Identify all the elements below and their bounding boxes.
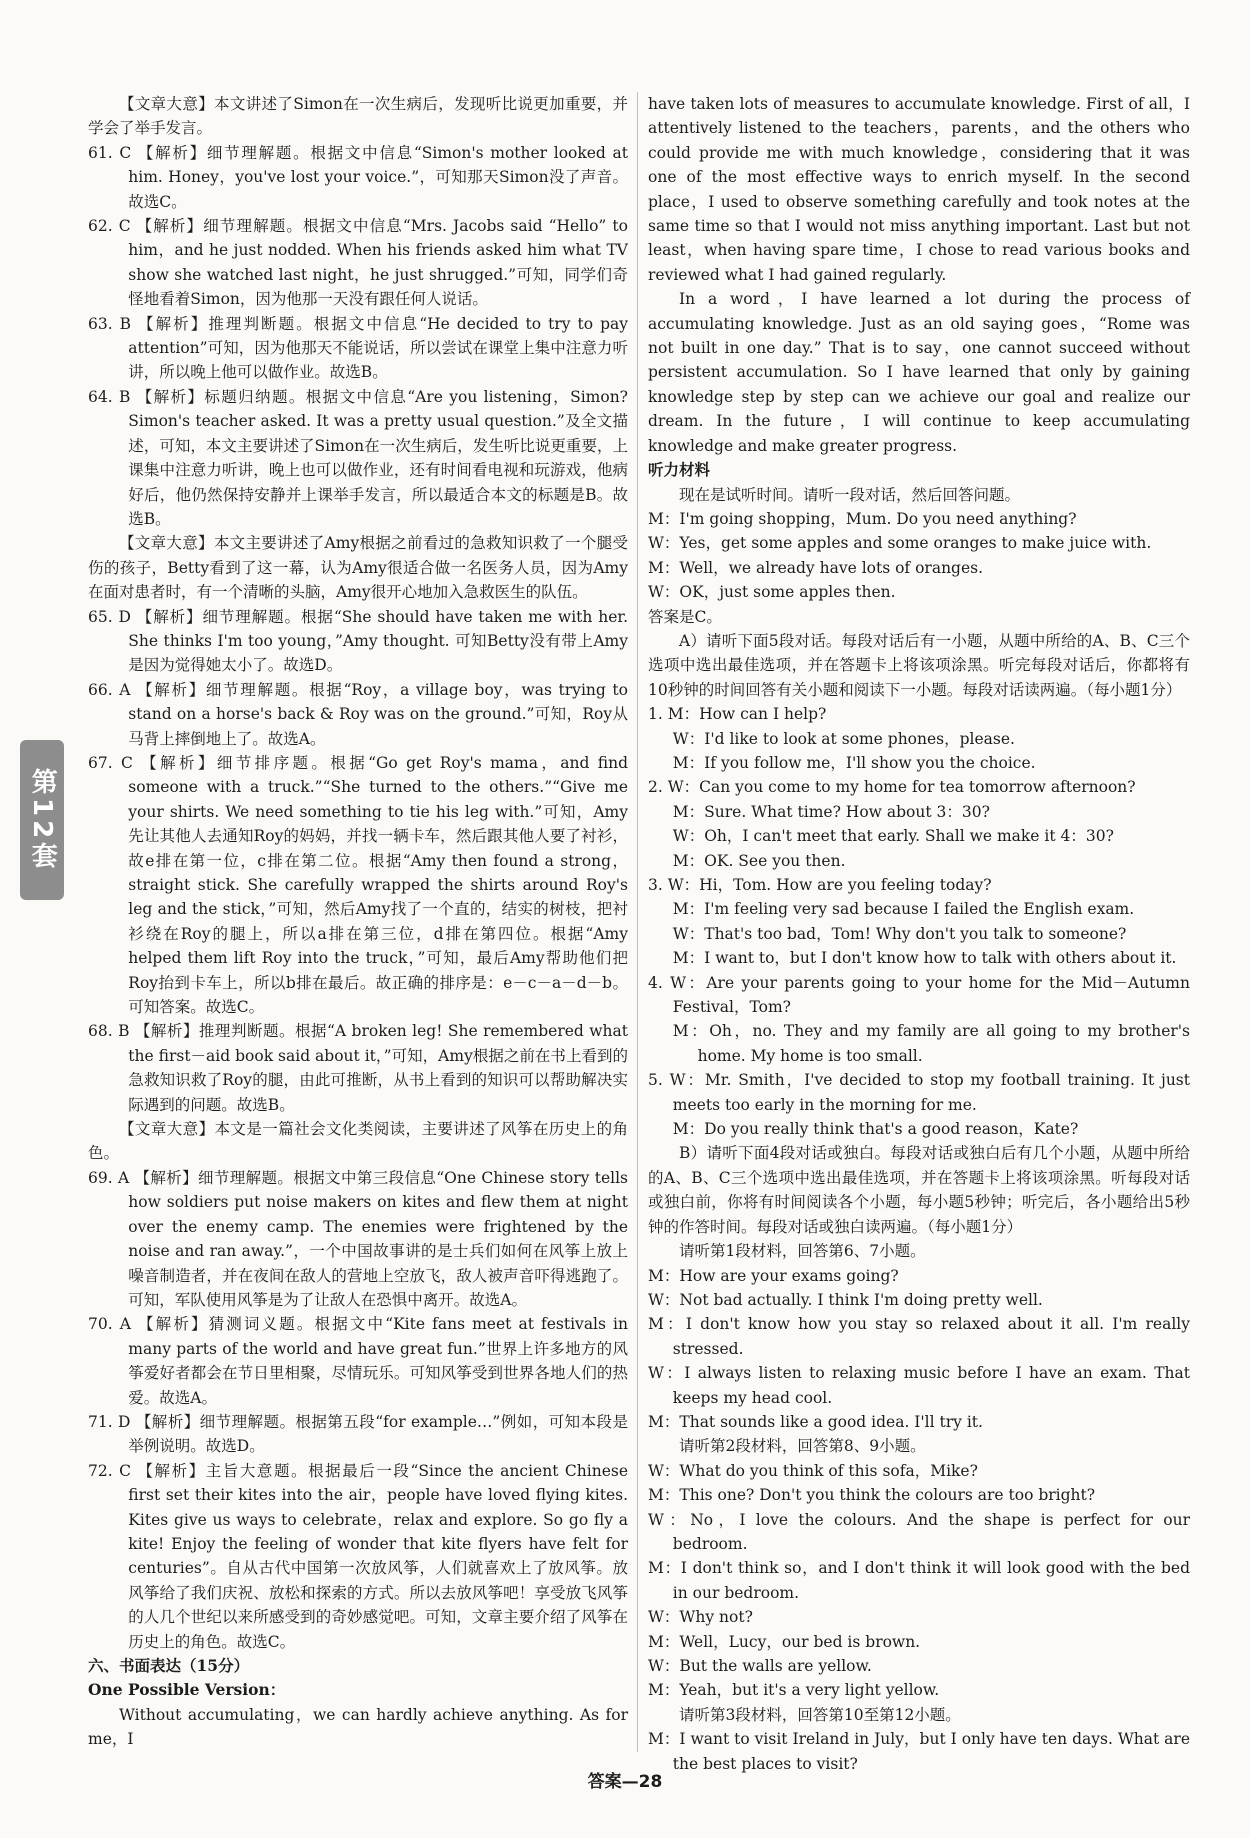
left-paragraph: 66. A 【解析】细节理解题。根据“Roy，a village boy，was trying to stand on a horse's back & Roy was on the ground.”可知，Roy从马背上摔倒地上了。故选A。 (88, 680, 628, 748)
right-paragraph: have taken lots of measures to accumulate knowledge. First of all，I attentively listened to the teachers，parents，and the others who could provide me with much knowledge，considering that it was one of the most effective ways to enrich myself. In the second place，I used to observe something carefully and took notes at the same time so that I would not miss anything important. Last but not least，when having spare time，I chose to read various books and reviewed what I had gained regularly. (648, 95, 1190, 284)
right-paragraph: 4. W：Are your parents going to your home for the Mid－Autumn Festival，Tom? (648, 973, 1190, 1017)
right-paragraph: M：I'm feeling very sad because I failed the English exam. (672, 900, 1135, 919)
left-paragraph: 72. C 【解析】主旨大意题。根据最后一段“Since the ancient Chinese first set their kites into the air，people have loved flying kites. Kites give us ways to celebrate，relax and explore. So go fly a kite! Enjoy the feeling of wonder that kite flyers have felt for centuries”。自从古代中国第一次放风筝，人们就喜欢上了放风筝。放风筝给了我们庆祝、放松和探索的方式。所以去放风筝吧！享受放飞风筝的人几个世纪以来所感受到的奇妙感觉吧。可知，文章主要介绍了风筝在历史上的角色。故选C。 (88, 1461, 628, 1651)
right-paragraph: M：I'm going shopping，Mum. Do you need anything? (648, 509, 1077, 528)
left-paragraph: 63. B 【解析】推理判断题。根据文中信息“He decided to try to pay attention”可知，因为他那天不能说话，所以尝试在课堂上集中注意力听讲，所以晚上他可以做作业。故选B。 (88, 314, 628, 382)
left-column (88, 92, 628, 1752)
right-paragraph: M：OK. See you then. (672, 851, 846, 870)
right-paragraph: 请听第2段材料，回答第8、9小题。 (679, 1437, 926, 1456)
set-number-label: 第12套 (27, 767, 58, 873)
right-paragraph: M：Well，Lucy，our bed is brown. (648, 1632, 921, 1651)
right-paragraph: M：How are your exams going? (648, 1266, 899, 1285)
column-divider (637, 92, 638, 1752)
right-paragraph: 请听第3段材料，回答第10至第12小题。 (679, 1705, 961, 1724)
left-paragraph: 【文章大意】本文讲述了Simon在一次生病后，发现听比说更加重要，并学会了举手发言。 (88, 95, 628, 138)
left-paragraph: 【文章大意】本文是一篇社会文化类阅读，主要讲述了风筝在历史上的角色。 (88, 1120, 628, 1163)
right-paragraph: W：What do you think of this sofa，Mike? (648, 1461, 978, 1480)
set-number-tab (20, 740, 64, 900)
right-paragraph: W：Yes，get some apples and some oranges to make juice with. (648, 534, 1152, 553)
right-paragraph: W：But the walls are yellow. (648, 1657, 872, 1675)
right-paragraph: W：Not bad actually. I think I'm doing pretty well. (648, 1290, 1043, 1309)
right-paragraph: 5. W：Mr. Smith，I've decided to stop my football training. It just meets too early in the morning for me. (648, 1071, 1190, 1114)
left-paragraph: 71. D 【解析】细节理解题。根据第五段“for example…”例如，可知本段是举例说明。故选D。 (88, 1412, 628, 1456)
right-column (648, 92, 1190, 1776)
right-paragraph: M：I don't know how you stay so relaxed about it all. I'm really stressed. (648, 1315, 1190, 1358)
right-paragraph: W：I always listen to relaxing music before I have an exam. That keeps my head cool. (648, 1364, 1190, 1407)
right-paragraph: In a word，I have learned a lot during the process of accumulating knowledge. Just as an old saying goes，“Rome was not built in one day.” That is to say，one cannot succeed without persistent accumulation. So I have learned that only by gaining knowledge step by step can we achieve our goal and realize our dream. In the future，I will continue to keep accumulating knowledge and make greater progress. (648, 290, 1190, 455)
right-paragraph: 答案是C。 (648, 607, 722, 626)
right-paragraph: M：I want to，but I don't know how to talk with others about it. (672, 949, 1177, 968)
right-paragraph: W：That's too bad，Tom! Why don't you talk to someone? (672, 924, 1127, 943)
right-paragraph: M：Do you really think that's a good reason，Kate? (672, 1120, 1079, 1139)
left-paragraph: 【文章大意】本文主要讲述了Amy根据之前看过的急救知识救了一个腿受伤的孩子，Betty看到了这一幕，认为Amy很适合做一名医务人员，因为Amy在面对患者时，有一个清晰的头脑，Amy很开心地加入急救医生的队伍。 (88, 534, 628, 602)
right-paragraph: M：If you follow me，I'll show you the choice. (672, 753, 1036, 772)
left-paragraph: 65. D 【解析】细节理解题。根据“She should have taken me with her. She thinks I'm too young，”Amy thought. 可知Betty没有带上Amy是因为觉得她太小了。故选D。 (88, 607, 628, 675)
right-paragraph: 现在是试听时间。请听一段对话，然后回答问题。 (679, 485, 1021, 504)
right-paragraph: 2. W：Can you come to my home for tea tomorrow afternoon? (648, 778, 1136, 797)
right-paragraph: M：Sure. What time? How about 3：30? (672, 802, 990, 821)
right-paragraph: W：OK，just some apples then. (648, 583, 896, 602)
right-paragraph: 听力材料 (648, 460, 711, 480)
right-paragraph: M：This one? Don't you think the colours are too bright? (648, 1486, 1096, 1505)
right-paragraph: M：I want to visit Ireland in July，but I only have ten days. What are the best places to visit? (648, 1730, 1190, 1773)
left-paragraph: 61. C 【解析】细节理解题。根据文中信息“Simon's mother looked at him. Honey，you've lost your voice.”，可知那天Simon没了声音。故选C。 (88, 143, 628, 211)
left-paragraph: Without accumulating，we can hardly achieve anything. As for me，I (88, 1705, 628, 1749)
left-paragraph: 67. C 【解析】细节排序题。根据“Go get Roy's mama，and find someone with a truck.”“She turned to the others.”“Give me your shirts. We need something to tie his leg with.”可知，Amy先让其他人去通知Roy的妈妈，并找一辆卡车，然后跟其他人要了衬衫，故e排在第一位，c排在第二位。根据“Amy then found a strong，straight stick. She carefully wrapped the shirts around Roy's leg and the stick，”可知，然后Amy找了一个直的，结实的树枝，把衬衫绕在Roy的腿上，所以a排在第三位，d排在第四位。根据“Amy helped them lift Roy into the truck，”可知，最后Amy帮助他们把Roy抬到卡车上，所以b排在最后。故正确的排序是：e－c－a－d－b。可知答案。故选C。 (88, 753, 628, 1017)
right-paragraph: 请听第1段材料，回答第6、7小题。 (679, 1242, 926, 1261)
left-paragraph: 70. A 【解析】猜测词义题。根据文中“Kite fans meet at festivals in many parts of the world and have great fun.”世界上许多地方的风筝爱好者都会在节日里相聚，尽情玩乐。可知风筝受到世界各地人们的热爱。故选A。 (88, 1315, 628, 1407)
right-paragraph: W：No，I love the colours. And the shape is perfect for our bedroom. (648, 1510, 1190, 1553)
right-paragraph: M：Well，we already have lots of oranges. (648, 558, 984, 577)
left-paragraph: One Possible Version： (88, 1680, 286, 1700)
right-paragraph: M：Oh，no. They and my family are all going to my brother's home. My home is too small. (672, 1022, 1190, 1065)
right-paragraph: A）请听下面5段对话。每段对话后有一小题，从题中所给的A、B、C三个选项中选出最佳选项，并在答题卡上将该项涂黑。听完每段对话后，你都将有10秒钟的时间回答有关小题和阅读下一小题。每段对话读两遍。（每小题1分） (648, 631, 1190, 699)
left-paragraph: 六、书面表达（15分） (88, 1656, 250, 1675)
right-paragraph: M：That sounds like a good idea. I'll try it. (648, 1412, 983, 1431)
left-paragraph: 62. C 【解析】细节理解题。根据文中信息“Mrs. Jacobs said “Hello” to him，and he just nodded. When his friends asked him what TV show she watched last night，he just shrugged.”可知，同学们奇怪地看着Simon，因为他那一天没有跟任何人说话。 (88, 217, 628, 309)
left-paragraph: 68. B 【解析】推理判断题。根据“A broken leg! She remembered what the first－aid book said about it，”可知，Amy根据之前在书上看到的急救知识救了Roy的腿，由此可推断，从书上看到的知识可以帮助解决实际遇到的问题。故选B。 (88, 1022, 628, 1114)
right-paragraph: W：I'd like to look at some phones，please. (672, 729, 1015, 748)
right-paragraph: 3. W：Hi，Tom. How are you feeling today? (648, 876, 992, 894)
page-footer: 答案—28 (587, 1772, 663, 1792)
right-paragraph: 1. M：How can I help? (648, 705, 827, 724)
right-paragraph: W：Oh，I can't meet that early. Shall we make it 4：30? (672, 827, 1114, 846)
right-paragraph: W：Why not? (648, 1608, 753, 1627)
right-paragraph: M：Yeah，but it's a very light yellow. (648, 1681, 940, 1700)
right-paragraph: M：I don't think so，and I don't think it will look good with the bed in our bedroom. (648, 1559, 1190, 1602)
left-paragraph: 64. B 【解析】标题归纳题。根据文中信息“Are you listening，Simon? Simon's teacher asked. It was a pretty usual question.”及全文描述，可知，本文主要讲述了Simon在一次生病后，发生听比说更重要，上课集中注意力听讲，晚上也可以做作业，还有时间看电视和玩游戏，他病好后，他仍然保持安静并上课举手发言，所以最适合本文的标题是B。故选B。 (88, 387, 628, 528)
left-paragraph: 69. A 【解析】细节理解题。根据文中第三段信息“One Chinese story tells how soldiers put noise makers on kites and flew them at night over the enemy camp. The enemies were frightened by the noise and ran away.”，一个中国故事讲的是士兵们如何在风筝上放上噪音制造者，并在夜间在敌人的营地上空放飞，敌人被声音吓得逃跑了。可知，军队使用风筝是为了让敌人在恐惧中离开。故选A。 (88, 1168, 628, 1309)
right-paragraph: B）请听下面4段对话或独白。每段对话或独白后有几个小题，从题中所给的A、B、C三个选项中选出最佳选项，并在答题卡上将该项涂黑。听每段对话或独白前，你将有时间阅读各个小题，每小题5秒钟；听完后，各小题给出5秒钟的作答时间。每段对话或独白读两遍。（每小题1分） (648, 1144, 1190, 1236)
